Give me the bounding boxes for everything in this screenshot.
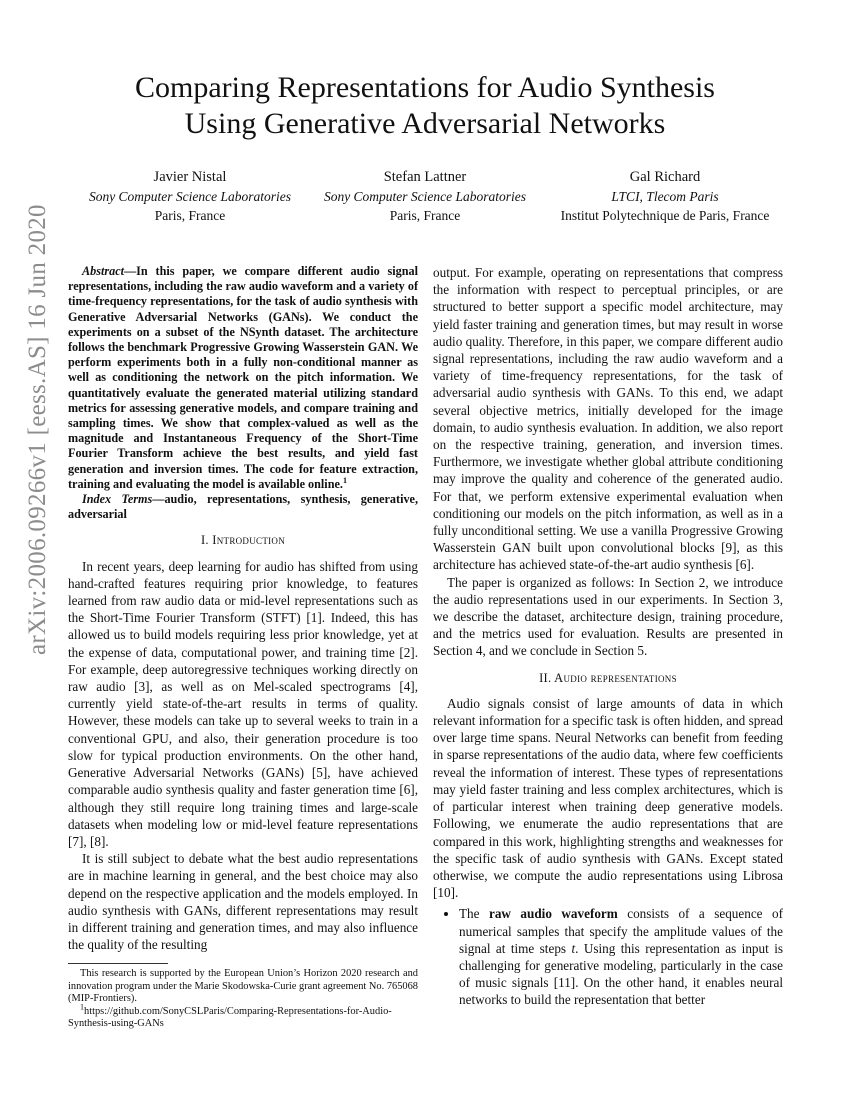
arxiv-id: arXiv:2006.09266v1 [eess.AS] 16 Jun 2020 xyxy=(24,204,51,655)
author-affiliation: Sony Computer Science Laboratories xyxy=(88,189,292,204)
title-line-1: Comparing Representations for Audio Synthesis xyxy=(135,71,715,104)
author-name: Javier Nistal xyxy=(153,169,227,185)
bullet-text-b: . Using this representation as input is challenging for generative modeling, particularly in the case of music signals [11]. On the other hand, it enables neural networks to build the representation that better xyxy=(459,940,783,1008)
section-heading-audio-representations: II. Audio representations xyxy=(539,670,677,685)
footnote-url xyxy=(68,1002,418,1031)
representation-list xyxy=(433,905,783,1008)
author-location: Paris, France xyxy=(389,208,461,223)
abstract-text: —In this paper, we compare different audio signal representations, including the raw audio waveform and a variety of time-frequency representations, for the task of audio synthesis with Generative Adversarial Networks (GANs). We conduct the experiments on a subset of the NSynth dataset. The architecture follows the benchmark Progressive Growing Wasserstein GAN. We perform experiments both in a fully non-conditional manner as well as conditioning the network on the pitch information. We quantitatively evaluate the generated material utilizing standard metrics for assessing generative models, and compare training and sampling times. We show that complex-valued as well as the magnitude and Instantaneous Frequency of the Short-Time Fourier Transform achieve the best results, and yield fast generation and inversion times. The code for feature extraction, training and evaluating the model is available online. xyxy=(68,264,418,491)
author-location: Institut Polytechnique de Paris, France xyxy=(560,208,770,223)
footnote-url-link[interactable]: https://github.com/SonyCSLParis/Comparing-Representations-for-Audio-Synthesis-using-GANs xyxy=(68,1005,392,1030)
bullet-prefix: The xyxy=(459,906,489,922)
abstract xyxy=(68,264,418,492)
footnote-mark: 1 xyxy=(342,475,347,485)
author-affiliation: Sony Computer Science Laboratories xyxy=(323,189,527,204)
index-terms-label: Index Terms xyxy=(82,492,153,507)
index-terms xyxy=(68,492,418,522)
author-affiliation: LTCI, Tlecom Paris xyxy=(611,189,719,204)
abstract-label: Abstract xyxy=(82,264,124,278)
list-item-raw-waveform xyxy=(459,905,783,1008)
section-heading-introduction: I. Introduction xyxy=(200,533,286,548)
right-column xyxy=(433,264,783,1009)
paper-title xyxy=(60,70,790,142)
bullet-variable: t xyxy=(571,940,576,956)
footnote-funding: This research is supported by the European Union’s Horizon 2020 research and innovation program under the Marie Skodowska-Curie grant agreement No. 765068 (MIP-Frontiers). xyxy=(68,968,418,1005)
intro-paragraph-1: In recent years, deep learning for audio has shifted from using hand-crafted features requiring prior knowledge, to features learned from raw audio data or mid-level representations such as the Short-Time Fourier Transform (STFT) [1]. Indeed, this has allowed us to build models requiring less prior knowledge, yet at the expense of data, computational power, and training time [2]. For example, deep autoregressive techniques working directly on raw audio [3], as well as on Mel-scaled spectrograms [4], currently yield state-of-the-art results in terms of quality. However, these models can take up to several weeks to train in a conventional GPU, and also, their generation procedure is too slow for typical production environments. On the other hand, Generative Adversarial Networks (GANs) [5], have achieved comparable audio synthesis quality and faster generation time [6], although they still require long training times and large-scale datasets when modeling low or mid-level feature representations [7], [8]. xyxy=(68,558,418,849)
bullet-text-a: consists of a sequence of numerical samples that specify the amplitude values of the signal at time steps xyxy=(459,906,783,956)
left-column xyxy=(68,264,418,1031)
author-block xyxy=(305,168,545,225)
intro-paragraph-2: It is still subject to debate what the best audio representations are in machine learning in general, and the best choice may also depend on the respective application and the models employed. In audio synthesis with GANs, different representations may result in different training and generation times, and may also influence the quality of the resulting xyxy=(68,851,418,953)
author-location: Paris, France xyxy=(154,208,226,223)
audio-paragraph-1: Audio signals consist of large amounts of data in which relevant information for a specific task is often hidden, and spread over large time spans. Neural Networks can benefit from feeding in sparse representations of the audio data, where few coefficients reveal the information of interest. These types of representations may yield faster training and less complex architectures, which is of particular interest when training deep generative models. Following, we enumerate the audio representations that are compared in this work, highlighting strengths and weaknesses for the specific task of audio synthesis with GANs. Except stated otherwise, we compute the audio representations using Librosa [10]. xyxy=(433,695,783,901)
footnote-url-mark: 1 xyxy=(80,1002,84,1012)
index-terms-text: —audio, representations, synthesis, generative, adversarial xyxy=(68,492,418,522)
title-line-2: Using Generative Adversarial Networks xyxy=(184,107,666,140)
right-paragraph-2: The paper is organized as follows: In Section 2, we introduce the audio representations used in our experiments. In Section 3, we describe the dataset, architecture design, training procedure, and the metrics used for evaluation. Results are presented in Section 4, and we conclude in Section 5. xyxy=(433,574,783,659)
bullet-term: raw audio waveform xyxy=(488,906,618,922)
author-block xyxy=(535,168,795,225)
right-paragraph-1: output. For example, operating on representations that compress the information with respect to perceptual principles, or are structured to better support a specific model architecture, may yield faster training and generation times, but may result in worse audio quality. Therefore, in this paper, we compare different audio signal representations, including the raw audio waveform and a variety of time-frequency representations, for the task of adversarial audio synthesis with GANs. To this end, we adapt several objective metrics, initially developed for the image domain, to audio synthesis evaluation. In addition, we also report on the respective training, generation, and inversion times. Furthermore, we investigate whether global attribute conditioning may improve the quality and coherence of the generated audio. For that, we perform extensive experimental evaluation when conditioning our models on the pitch information, as well as in a fully unconditional setting. We use a vanilla Progressive Growing Wasserstein GAN built upon convolutional blocks [9], as this architecture has achieved state-of-the-art audio synthesis [6]. xyxy=(433,265,783,573)
author-name: Stefan Lattner xyxy=(383,169,467,185)
footnote-divider xyxy=(68,963,168,964)
author-name: Gal Richard xyxy=(629,169,701,185)
author-block xyxy=(70,168,310,225)
